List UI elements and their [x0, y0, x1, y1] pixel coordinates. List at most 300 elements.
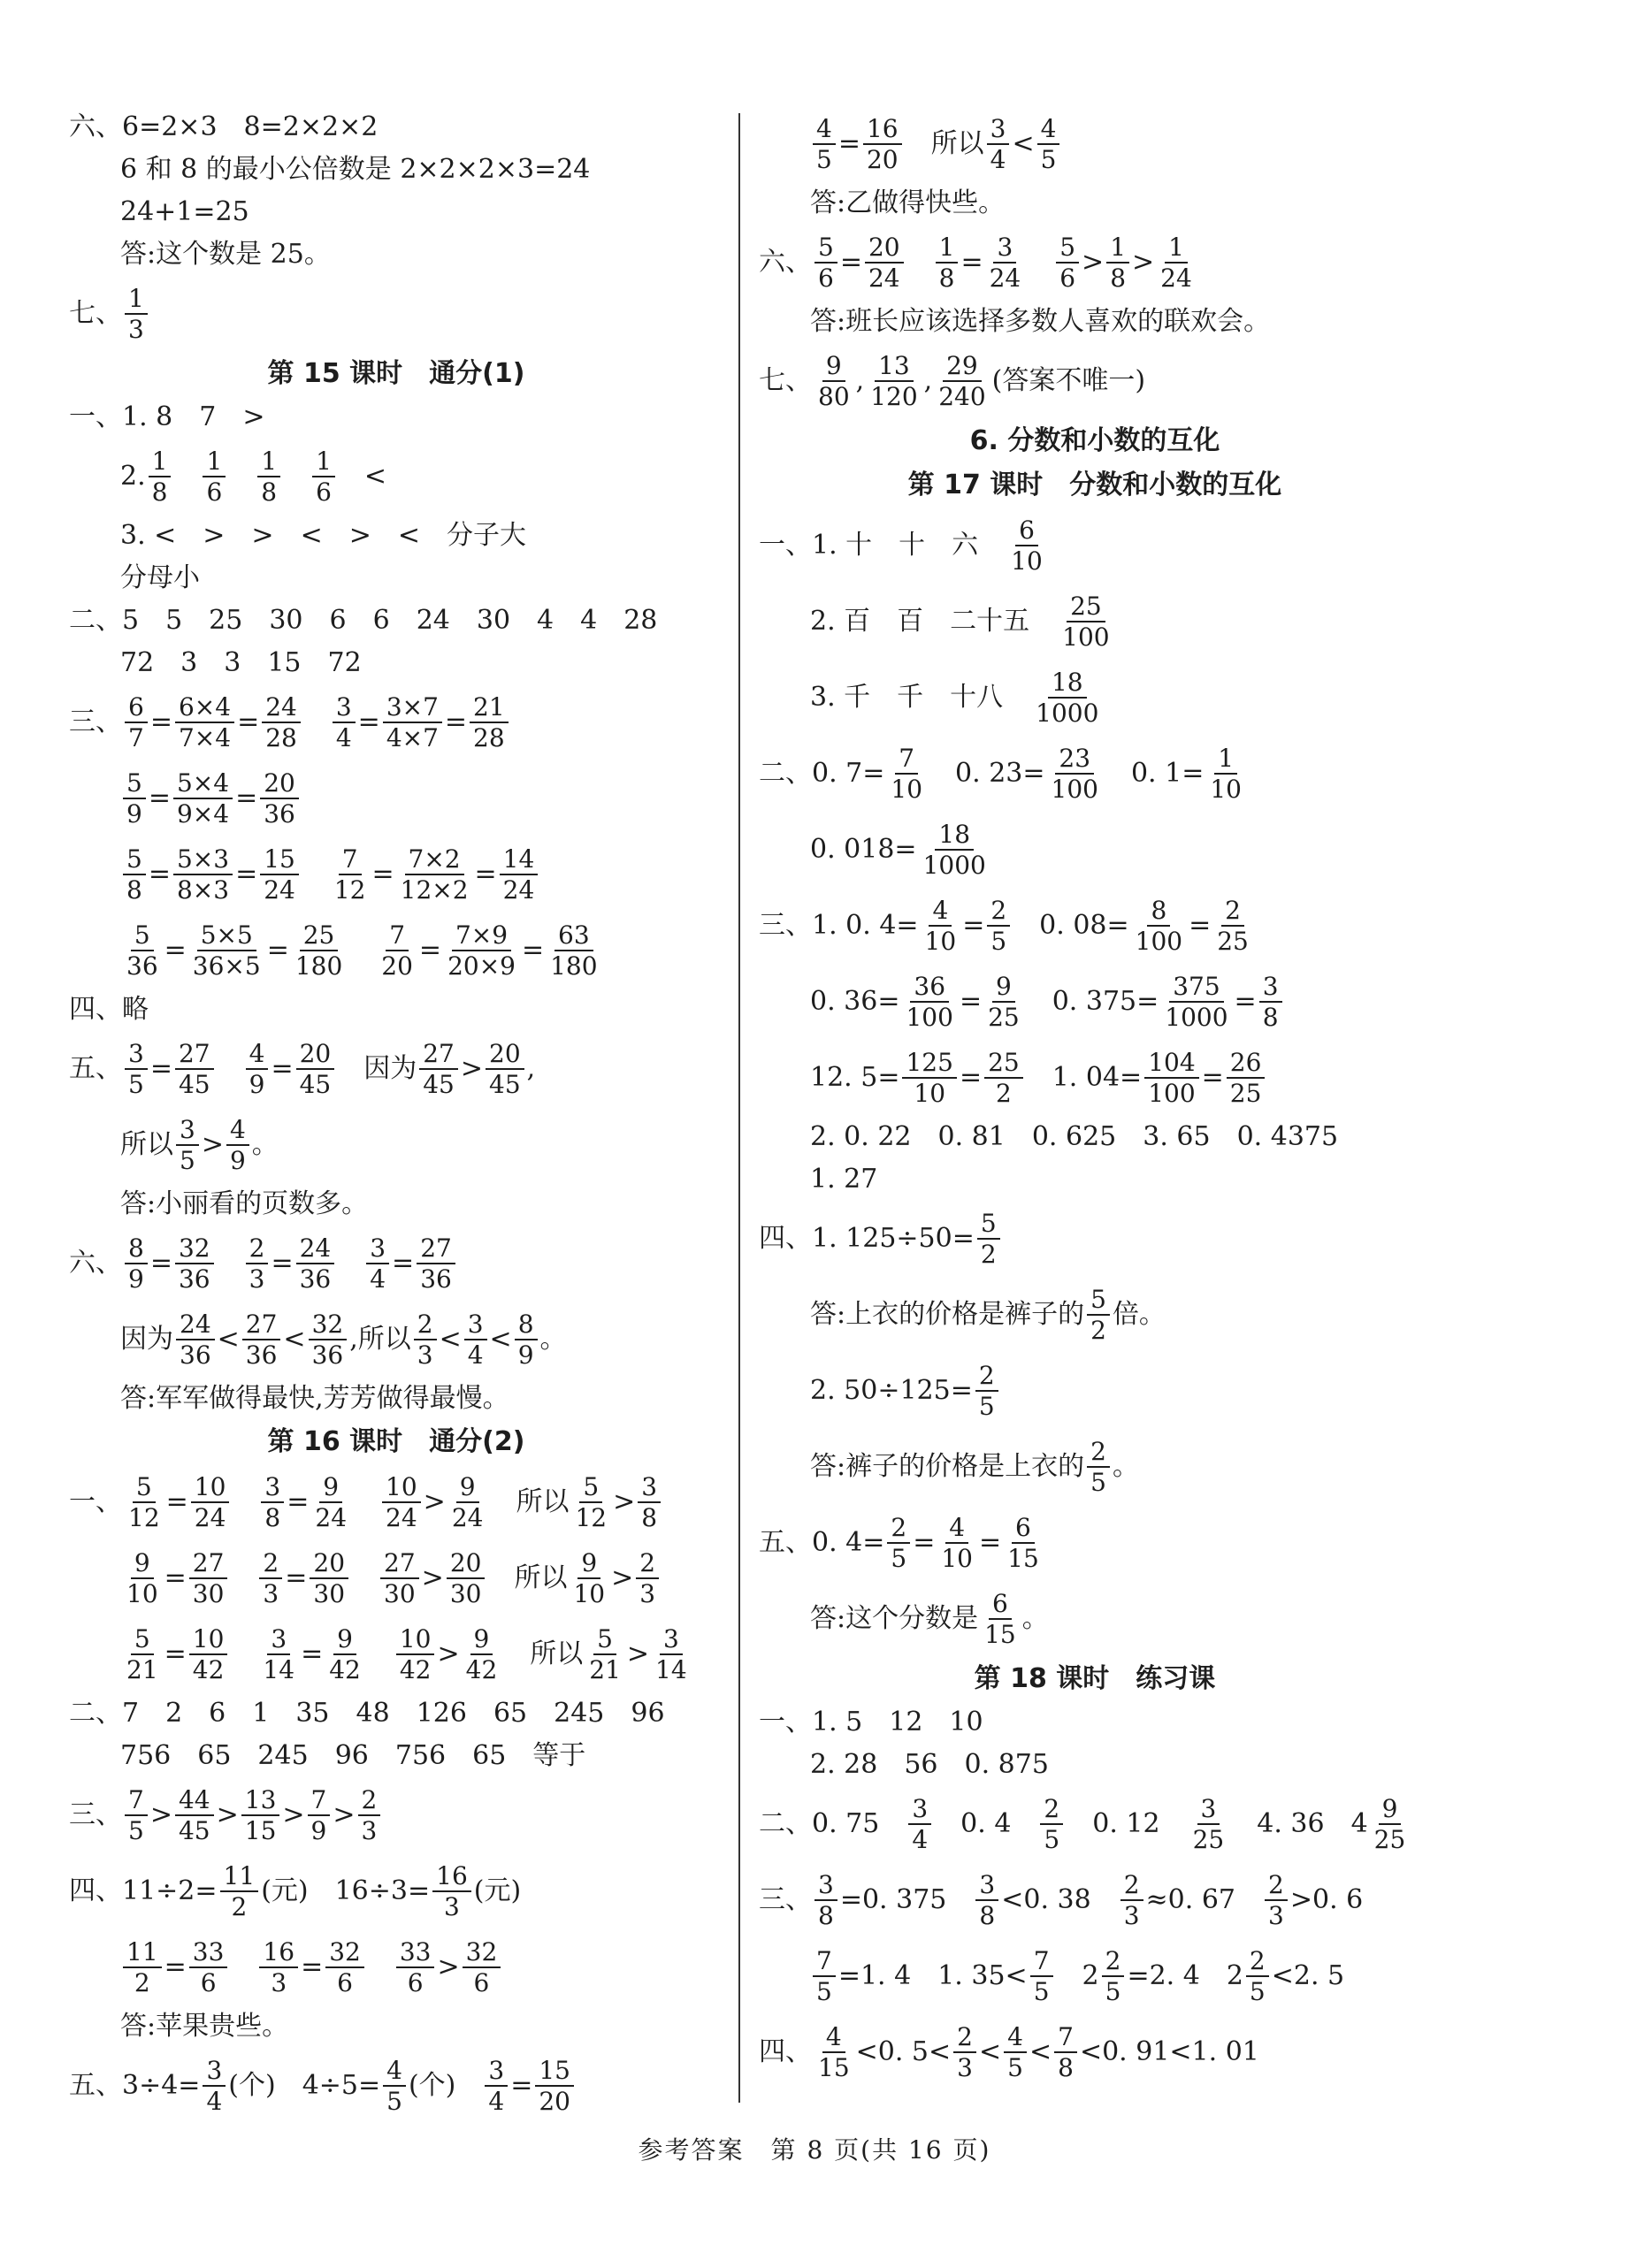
fraction [448, 1471, 487, 1532]
answer-line [69, 1540, 723, 1616]
answer-line [69, 439, 723, 515]
answer-line [69, 1929, 723, 2005]
fraction [259, 1936, 298, 1997]
numerator: 16 [863, 116, 902, 145]
fraction [975, 1869, 998, 1930]
denominator: 3 [271, 1968, 287, 1997]
fraction [414, 1311, 437, 1369]
numerator: 9 [1379, 1796, 1402, 1825]
fraction [259, 1547, 282, 1608]
denominator: 5 [1007, 2053, 1023, 2082]
fraction [419, 1038, 458, 1099]
fraction [242, 1311, 281, 1369]
fraction [813, 1945, 836, 2006]
denominator: 6 [407, 1968, 424, 1997]
answer-line [69, 684, 723, 760]
text-segment [348, 929, 375, 972]
answer-line: 答:苹果贵些。 [120, 2011, 289, 2042]
denominator: 100 [1135, 927, 1183, 956]
numerator: 14 [500, 846, 539, 875]
fraction [396, 1936, 435, 1997]
denominator: 36 [311, 1340, 344, 1370]
fraction [366, 1235, 389, 1293]
denominator: 5 [1105, 1977, 1121, 2006]
text-segment: = [962, 910, 985, 941]
text-segment [353, 1481, 379, 1523]
denominator: 10 [914, 1079, 946, 1108]
text-segment: = [149, 1248, 172, 1279]
numerator: 15 [260, 846, 299, 875]
denominator: 20 [539, 2087, 570, 2116]
fraction [325, 1623, 364, 1684]
numerator: 3 [267, 1626, 290, 1655]
fraction [547, 922, 600, 980]
fraction [125, 1471, 164, 1532]
fraction [981, 1588, 1020, 1649]
denominator: 3 [128, 315, 144, 344]
numerator: 9 [333, 1626, 356, 1655]
text-segment: 所以 [503, 1638, 584, 1669]
answer-line [69, 836, 723, 913]
denominator: 3 [249, 1264, 265, 1294]
text-segment: > [1132, 247, 1155, 278]
answer-line [759, 736, 1431, 812]
fraction [1059, 593, 1113, 651]
numerator: 5×4 [173, 770, 233, 799]
text-segment [173, 455, 200, 498]
numerator: 8 [125, 1235, 148, 1264]
text-segment [906, 241, 933, 284]
text-segment: = [392, 1248, 415, 1279]
lesson-title: 第 15 课时 通分(1) [267, 358, 525, 389]
denominator: 9 [249, 1070, 265, 1099]
denominator: 30 [192, 1579, 225, 1608]
numerator: 3 [261, 1474, 284, 1503]
text-segment: < [439, 1324, 462, 1355]
text-segment: 所以 [487, 1562, 568, 1593]
numerator: 3 [908, 1796, 931, 1825]
text-segment: , [923, 365, 933, 396]
fraction [1371, 1793, 1410, 1854]
answer-line [759, 1429, 1431, 1505]
fraction [175, 1784, 214, 1845]
numerator: 5 [579, 1474, 602, 1503]
answer-line: 1. 27 [810, 1164, 878, 1195]
numerator: 4 [1004, 2024, 1027, 2053]
text-segment: 2. [120, 461, 146, 492]
text-segment: 0. 23= [929, 758, 1045, 789]
fraction [887, 1512, 910, 1573]
fraction [123, 1623, 162, 1684]
answer-line [759, 660, 1431, 736]
denominator: 4 [335, 723, 352, 752]
fraction [191, 1471, 230, 1532]
denominator: 8 [264, 1503, 281, 1532]
denominator: 5 [1044, 1825, 1060, 1854]
denominator: 24 [386, 1503, 417, 1532]
numerator: 24 [262, 694, 301, 723]
denominator: 25 [988, 1003, 1020, 1032]
answer-line [759, 1862, 1431, 1938]
fraction [1157, 234, 1196, 292]
text-segment: = [287, 1486, 310, 1517]
answer-line [69, 276, 723, 352]
denominator: 15 [1007, 1544, 1039, 1573]
fraction [309, 1311, 348, 1369]
fraction [312, 448, 335, 506]
fraction [986, 234, 1025, 292]
denominator: 5 [128, 1070, 144, 1099]
denominator: 24 [989, 263, 1021, 293]
denominator: 20×9 [447, 951, 516, 981]
numerator: 5 [593, 1626, 616, 1655]
denominator: 12×2 [400, 875, 469, 905]
text-segment: 0. 4 [934, 1808, 1038, 1839]
numerator: 27 [242, 1311, 281, 1340]
answer-line: 6 和 8 的最小公倍数是 2×2×2×3=24 [120, 154, 591, 185]
denominator: 36 [178, 1264, 210, 1294]
text-segment [367, 1633, 394, 1676]
text-segment: 六、 [759, 247, 812, 278]
fraction [241, 1784, 280, 1845]
denominator: 5 [180, 1146, 195, 1175]
text-segment: > [437, 1638, 460, 1669]
fraction [902, 971, 956, 1032]
fraction [149, 448, 172, 506]
lesson-title: 第 17 课时 分数和小数的互化 [907, 470, 1282, 500]
denominator: 20 [866, 145, 899, 174]
answer-line: 二、5 5 25 30 6 6 24 30 4 4 28 [69, 605, 658, 636]
lesson-title: 第 18 课时 练习课 [974, 1663, 1216, 1694]
denominator: 2 [995, 1079, 1012, 1108]
text-segment: = [164, 935, 187, 966]
text-segment: (个) 4÷5= [228, 2070, 381, 2101]
numerator: 8 [515, 1311, 538, 1340]
text-segment: <0. 38 [1001, 1884, 1118, 1915]
numerator: 7 [1030, 1948, 1053, 1977]
numerator: 63 [554, 922, 593, 951]
numerator: 1 [149, 448, 172, 477]
fraction [123, 767, 146, 829]
numerator: 2 [1265, 1872, 1288, 1901]
text-segment: = [1234, 986, 1257, 1017]
denominator: 6 [316, 477, 332, 507]
text-segment: (答案不唯一) [991, 365, 1146, 396]
fraction [1206, 745, 1245, 803]
numerator: 6 [1015, 517, 1038, 546]
text-segment: > [437, 1951, 460, 1982]
fraction [1087, 1436, 1110, 1497]
fraction [977, 1210, 1000, 1268]
text-segment: 倍。 [1112, 1299, 1166, 1330]
text-segment: 五、 [69, 1053, 122, 1084]
fraction [652, 1623, 691, 1684]
numerator: 36 [910, 974, 949, 1003]
fraction [292, 922, 346, 980]
denominator: 36×5 [192, 951, 261, 981]
fraction [636, 1547, 659, 1608]
denominator: 5 [1040, 145, 1057, 174]
denominator: 28 [265, 723, 297, 752]
denominator: 24 [1160, 263, 1192, 293]
fraction [432, 1860, 471, 1921]
numerator: 3 [464, 1311, 487, 1340]
denominator: 28 [473, 723, 505, 752]
fraction [123, 1547, 162, 1608]
text-segment: = [164, 1951, 187, 1982]
text-segment: < [283, 1324, 306, 1355]
numerator: 2 [887, 1515, 910, 1544]
fraction [1040, 1793, 1063, 1854]
fraction [261, 1471, 284, 1532]
numerator: 2 [246, 1235, 269, 1264]
fraction [464, 1311, 487, 1369]
fraction [397, 846, 472, 904]
denominator: 5 [1249, 1977, 1266, 2006]
denominator: 36 [420, 1264, 452, 1294]
numerator: 3 [975, 1872, 998, 1901]
text-segment: = [474, 859, 497, 890]
numerator: 1 [1165, 234, 1188, 263]
numerator: 3 [660, 1626, 683, 1655]
denominator: 7×4 [178, 723, 232, 752]
text-segment: 0. 018= [810, 834, 917, 865]
fraction [383, 2055, 406, 2116]
text-segment: = [149, 1053, 172, 1084]
numerator: 32 [463, 1939, 501, 1968]
fraction [123, 1936, 162, 1997]
denominator: 4 [912, 1825, 929, 1854]
denominator: 24 [194, 1503, 226, 1532]
denominator: 3 [1268, 1901, 1284, 1930]
text-segment [367, 1946, 394, 1989]
denominator: 4 [488, 2087, 505, 2116]
numerator: 20 [310, 1550, 348, 1579]
fraction [125, 691, 148, 752]
text-segment [1027, 241, 1053, 284]
answer-line: 2. 28 56 0. 875 [810, 1749, 1049, 1780]
fraction [447, 1547, 486, 1608]
fraction [175, 1038, 214, 1099]
denominator: 10 [941, 1544, 973, 1573]
numerator: 5 [131, 922, 154, 951]
text-segment [303, 701, 330, 744]
text-segment: = [301, 1951, 324, 1982]
numerator: 27 [417, 1235, 455, 1264]
numerator: 1 [312, 448, 335, 477]
denominator: 4 [990, 145, 1006, 174]
denominator: 120 [870, 382, 918, 411]
numerator: 27 [419, 1041, 458, 1070]
text-segment: ,所以 [349, 1324, 411, 1355]
fraction [814, 1869, 837, 1930]
denominator: 36 [245, 1340, 278, 1370]
text-segment [230, 1633, 256, 1676]
text-segment: 。 [539, 1324, 567, 1355]
numerator: 4 [226, 1117, 249, 1146]
numerator: 6×4 [175, 694, 234, 723]
fraction [173, 846, 233, 904]
text-segment: = [165, 1486, 188, 1517]
denominator: 3 [639, 1579, 656, 1608]
fraction [1032, 669, 1102, 727]
denominator: 21 [589, 1655, 621, 1684]
fraction [331, 846, 370, 904]
answer-line: 72 3 3 15 72 [120, 647, 362, 678]
fraction [260, 767, 299, 829]
text-segment: 七、 [69, 298, 122, 329]
numerator: 4 [813, 116, 836, 145]
text-segment: = [510, 2070, 533, 2101]
text-segment: = [839, 247, 862, 278]
text-segment: ≈0. 67 [1145, 1884, 1263, 1915]
numerator: 6 [989, 1591, 1012, 1620]
text-segment: = [959, 1062, 983, 1093]
fraction [1132, 897, 1186, 955]
numerator: 2 [636, 1550, 659, 1579]
denominator: 6 [206, 477, 223, 507]
numerator: 375 [1169, 974, 1223, 1003]
denominator: 30 [313, 1579, 346, 1608]
denominator: 100 [906, 1003, 953, 1032]
answer-line [759, 1581, 1431, 1657]
numerator: 1 [1106, 234, 1129, 263]
denominator: 5 [386, 2087, 402, 2116]
fraction [987, 113, 1010, 174]
denominator: 10 [126, 1579, 158, 1608]
denominator: 8 [151, 477, 168, 507]
numerator: 2 [987, 897, 1010, 927]
column-divider [738, 113, 740, 2103]
text-segment: 答:裤子的价格是上衣的 [810, 1451, 1085, 1482]
answer-line [759, 1786, 1431, 1862]
denominator: 9 [310, 1816, 327, 1845]
numerator: 9 [131, 1550, 154, 1579]
numerator: 9 [319, 1474, 342, 1503]
numerator: 10 [382, 1474, 421, 1503]
text-segment [228, 455, 255, 498]
text-segment: > [216, 1799, 239, 1830]
numerator: 7 [339, 846, 362, 875]
fraction [176, 1114, 199, 1175]
numerator: 32 [325, 1939, 364, 1968]
lesson-title: 第 16 课时 通分(2) [267, 1426, 525, 1457]
text-segment: > [613, 1486, 636, 1517]
numerator: 1 [936, 234, 959, 263]
text-segment: 所以 [904, 128, 984, 159]
text-segment [302, 853, 328, 896]
fraction [125, 283, 148, 344]
denominator: 9 [229, 1146, 246, 1175]
fraction [125, 1235, 148, 1293]
numerator: 2 [1102, 1948, 1125, 1977]
fraction [1054, 2021, 1077, 2082]
numerator: 15 [535, 2058, 574, 2087]
denominator: 5 [891, 1544, 907, 1573]
numerator: 13 [875, 353, 914, 382]
text-segment: > [149, 1799, 172, 1830]
numerator: 3 [987, 116, 1010, 145]
fraction [257, 448, 280, 506]
numerator: 33 [189, 1939, 228, 1968]
numerator: 33 [396, 1939, 435, 1968]
text-segment: 三、 [69, 1799, 122, 1830]
fraction [1048, 745, 1102, 803]
numerator: 3 [1197, 1796, 1220, 1825]
numerator: 9 [456, 1474, 479, 1503]
denominator: 36 [264, 799, 295, 829]
text-segment: (元) [473, 1875, 522, 1906]
numerator: 9 [822, 353, 845, 382]
answer-line: 四、略 [69, 994, 149, 1025]
text-segment: =2. 4 2 [1127, 1960, 1243, 1991]
numerator: 7 [125, 1787, 148, 1816]
fraction [814, 2021, 853, 2082]
fraction [1246, 1945, 1269, 2006]
text-segment: 0. 375= [1025, 986, 1159, 1017]
denominator: 8×3 [176, 875, 230, 905]
fraction [1106, 234, 1129, 292]
text-segment: 3. 千 千 十八 [810, 682, 1030, 713]
answer-line [759, 1201, 1431, 1277]
fraction [203, 448, 226, 506]
answer-line: 答:乙做得快些。 [810, 187, 1006, 218]
fraction [920, 821, 990, 879]
numerator: 13 [241, 1787, 280, 1816]
fraction [189, 1547, 228, 1608]
text-segment: = [837, 128, 860, 159]
fraction [908, 1793, 931, 1854]
denominator: 6 [818, 263, 834, 293]
text-segment: 七、 [759, 365, 812, 396]
fraction [325, 1936, 364, 1997]
text-segment [351, 1557, 378, 1600]
fraction [935, 350, 989, 411]
numerator: 2 [414, 1311, 437, 1340]
fraction [226, 1114, 249, 1175]
denominator: 4×7 [386, 723, 439, 752]
fraction [486, 1038, 524, 1099]
denominator: 10 [891, 775, 923, 804]
denominator: 30 [449, 1579, 482, 1608]
fraction [984, 1047, 1023, 1108]
denominator: 20 [381, 951, 413, 981]
text-segment: < [1029, 2036, 1052, 2067]
denominator: 12 [128, 1503, 160, 1532]
answer-line [69, 1616, 723, 1692]
fraction [937, 1512, 976, 1573]
text-segment: = [959, 986, 983, 1017]
numerator: 2 [1120, 1872, 1143, 1901]
denominator: 8 [1262, 1003, 1279, 1032]
text-segment: = [271, 1248, 294, 1279]
denominator: 8 [979, 1901, 996, 1930]
denominator: 36 [299, 1264, 332, 1294]
text-segment: > [201, 1129, 224, 1160]
fraction [1102, 1945, 1125, 2006]
right-column [759, 106, 1431, 2090]
section-heading: 6. 分数和小数的互化 [969, 425, 1220, 456]
numerator: 25 [1067, 593, 1105, 622]
text-segment: < [337, 461, 387, 492]
fraction [571, 1471, 610, 1532]
denominator: 1000 [922, 851, 986, 880]
numerator: 10 [396, 1626, 435, 1655]
fraction [123, 846, 146, 904]
text-segment: = [301, 1638, 324, 1669]
text-segment: = [979, 1527, 1002, 1558]
numerator: 3 [638, 1474, 661, 1503]
